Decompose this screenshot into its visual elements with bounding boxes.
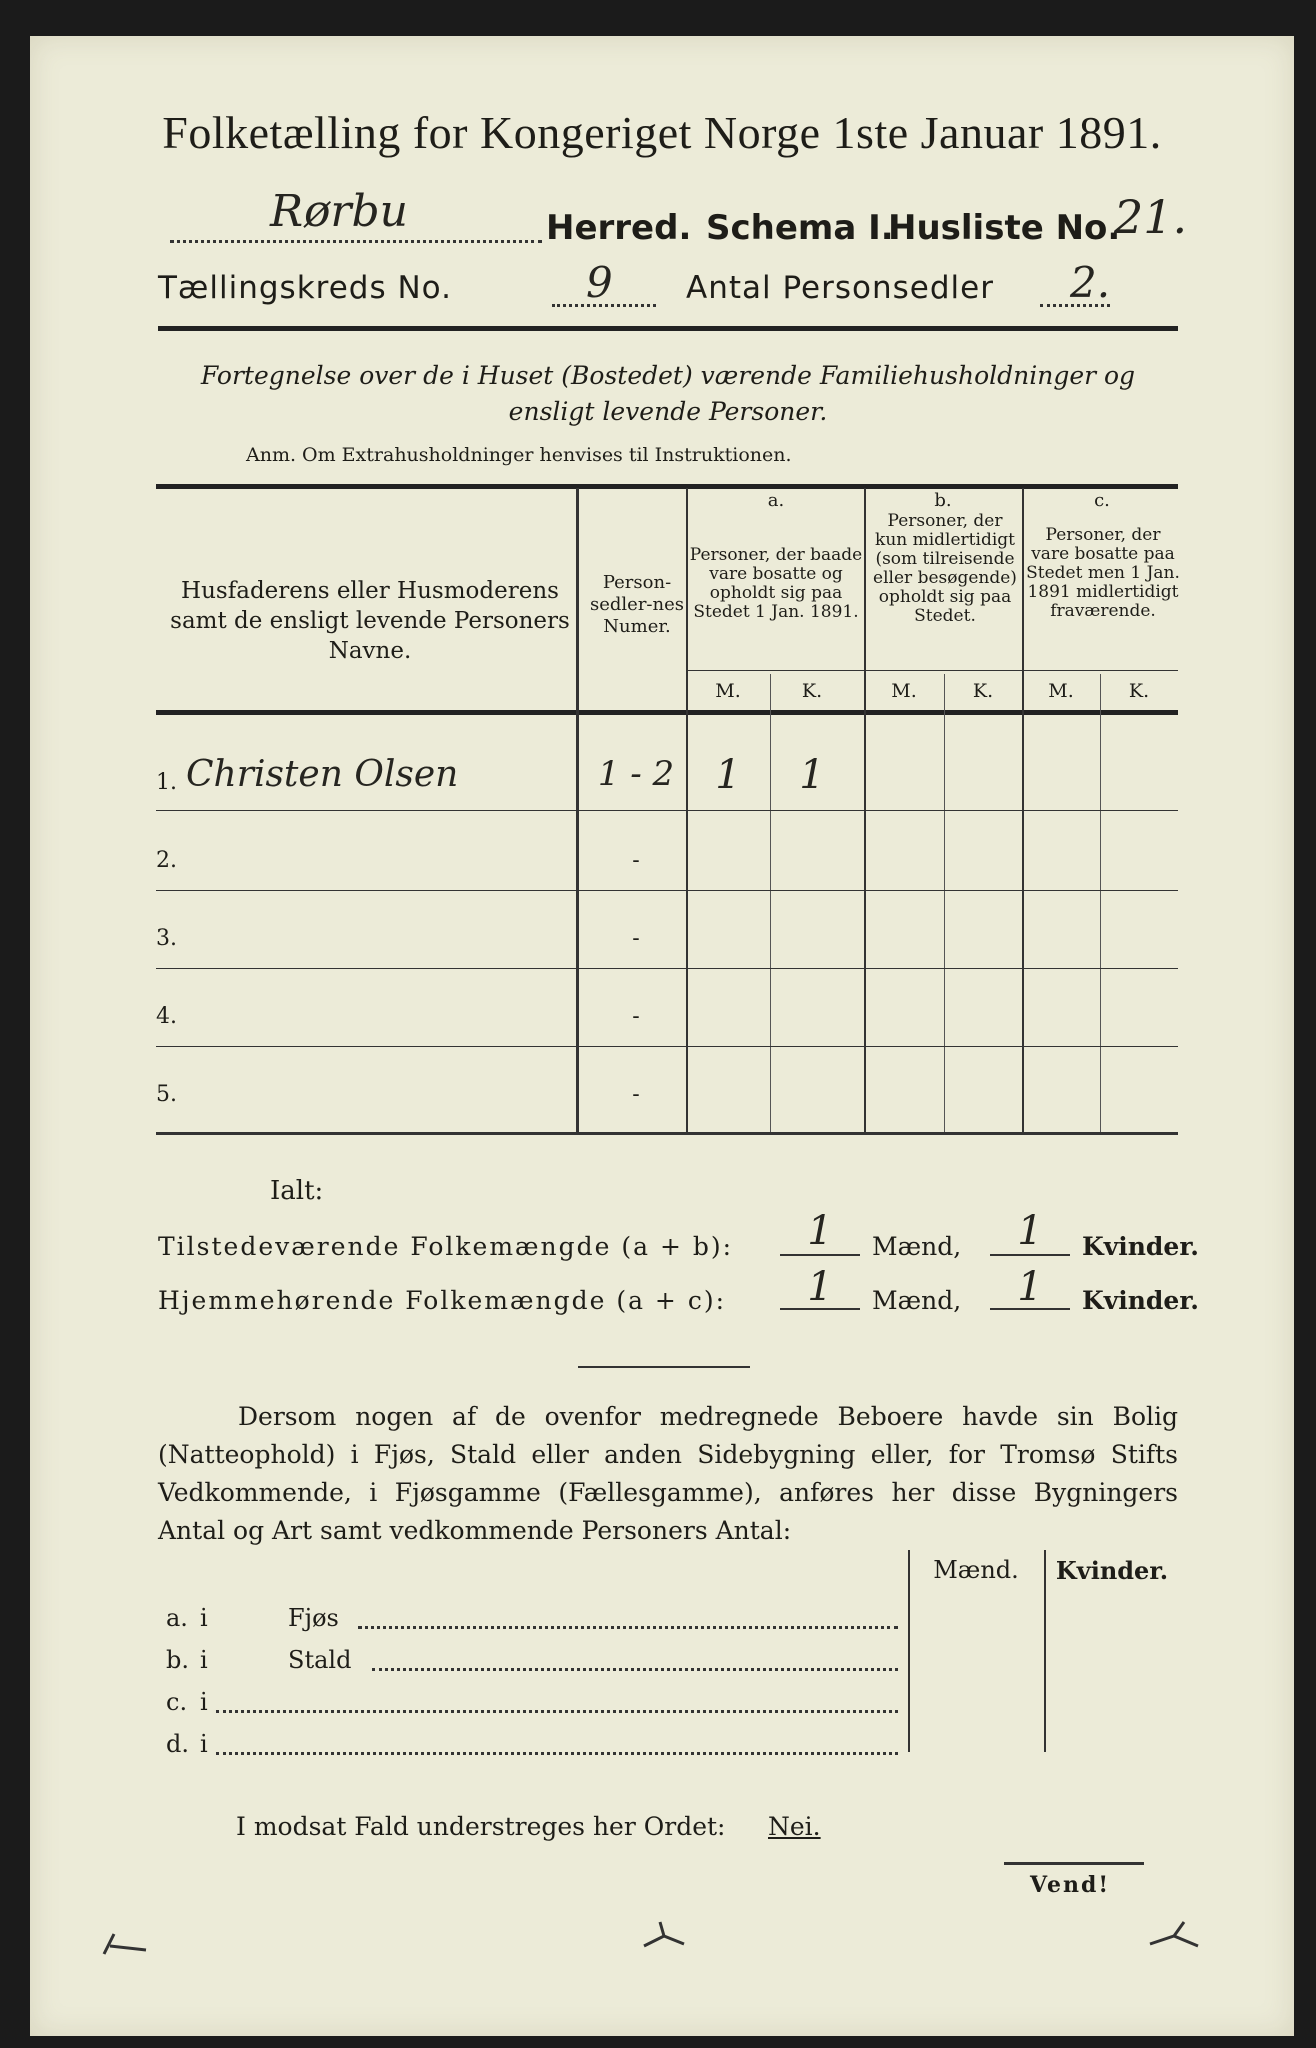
- col-divider: [576, 488, 579, 1134]
- corner-mark-icon: [96, 1924, 156, 1964]
- col-c-header: Personer, der vare bosatte paa Stedet men 1 Jan. 1891 midlertidigt fraværende.: [1026, 525, 1180, 621]
- bolig-item: [166, 1604, 906, 1634]
- row-number: 1.: [156, 770, 177, 795]
- herred-label: Herred.: [546, 208, 692, 248]
- col-subdivider: [1100, 674, 1101, 1134]
- kvinder-label: Kvinder.: [1082, 1286, 1199, 1315]
- dotted-leader: [216, 1742, 898, 1755]
- row-sedler-num: -: [632, 848, 640, 873]
- maend-label: Mænd,: [872, 1286, 962, 1315]
- bolig-item: [166, 1646, 906, 1676]
- form-title: Folketælling for Kongeriget Norge 1ste Januar 1891.: [162, 107, 1162, 158]
- bolig-item-letter: b.: [166, 1646, 189, 1674]
- row-rule: [156, 810, 1178, 811]
- antal-label: Antal Personsedler: [686, 270, 994, 306]
- schema-label: Schema I.: [706, 208, 894, 248]
- row-rule: [156, 1046, 1178, 1047]
- bolig-item-label: Fjøs: [288, 1604, 339, 1632]
- col-name-header: Husfaderens eller Husmoderens samt de ensligt levende Personers Navne.: [170, 578, 570, 664]
- bolig-item-i: i: [200, 1730, 208, 1758]
- col-num-header: Person-sedler-nes Numer.: [590, 572, 684, 637]
- bolig-item-letter: a.: [166, 1604, 188, 1632]
- bolig-item: [166, 1730, 906, 1760]
- hjemme-k-value: 1: [1017, 1264, 1043, 1310]
- row-number: 5.: [156, 1082, 177, 1107]
- row-rule: [156, 890, 1178, 891]
- row-sedler-num: -: [632, 926, 640, 951]
- blank-line: [990, 1254, 1070, 1256]
- row-sedler-num: 1 - 2: [597, 754, 675, 794]
- bolig-item-i: i: [200, 1646, 208, 1674]
- antal-value: 2.: [1070, 258, 1111, 307]
- anm-note: Anm. Om Extrahusholdninger henvises til Instruktionen.: [246, 444, 792, 466]
- herred-value: Rørbu: [270, 186, 408, 237]
- header-rule: [158, 326, 1178, 331]
- col-b-k: K.: [972, 680, 994, 702]
- bolig-maend-head: Mænd.: [933, 1556, 1019, 1584]
- modsat-text: I modsat Fald understreges her Ordet:: [236, 1812, 726, 1841]
- col-subdivider: [770, 674, 771, 1134]
- corner-mark-icon: [1144, 1916, 1204, 1956]
- bolig-item-i: i: [200, 1688, 208, 1716]
- col-b-letter: b.: [934, 490, 952, 511]
- col-divider: [864, 488, 866, 1134]
- vend-rule: [1004, 1862, 1144, 1865]
- row-a-m: 1: [715, 752, 741, 798]
- col-a-letter: a.: [767, 490, 785, 511]
- bolig-item-letter: c.: [166, 1688, 188, 1716]
- hjemme-label: Hjemmehørende Folkemængde (a + c):: [158, 1286, 726, 1315]
- tilstede-label: Tilstedeværende Folkemængde (a + b):: [158, 1232, 734, 1261]
- husliste-value: 21.: [1114, 190, 1188, 244]
- kvinder-label: Kvinder.: [1082, 1232, 1199, 1261]
- mk-rule: [686, 670, 1178, 671]
- col-a-header: Personer, der baade vare bosatte og opholdt sig paa Stedet 1 Jan. 1891.: [689, 545, 863, 622]
- nei-word: Nei.: [768, 1812, 821, 1841]
- col-c-letter: c.: [1094, 490, 1110, 511]
- row-name: Christen Olsen: [186, 754, 459, 795]
- row-number: 3.: [156, 926, 177, 951]
- maend-label: Mænd,: [872, 1232, 962, 1261]
- col-a-k: K.: [801, 680, 823, 702]
- tilstede-m-value: 1: [807, 1208, 833, 1254]
- intro-text: Fortegnelse over de i Huset (Bostedet) værende Familiehusholdninger og ensligt levende Personer.: [200, 361, 1136, 426]
- row-sedler-num: -: [632, 1004, 640, 1029]
- col-b-m: M.: [891, 680, 917, 702]
- col-divider: [686, 488, 688, 1134]
- bolig-item-label: Stald: [288, 1646, 352, 1674]
- bolig-item-i: i: [200, 1604, 208, 1632]
- dotted-leader: [372, 1658, 898, 1671]
- tilstede-k-value: 1: [1017, 1208, 1043, 1254]
- kreds-value: 9: [586, 258, 613, 307]
- table-header-rule: [156, 710, 1178, 715]
- bolig-paragraph: Dersom nogen af de ovenfor medregnede Beboere havde sin Bolig (Natteophold) i Fjøs, Stald eller anden Sidebygning eller, for Tromsø Stifts Vedkommende, i Fjøsgamme (Fællesgamme), anføres her disse Bygningers Antal og Art samt vedkommende Personers Antal:: [158, 1402, 1178, 1545]
- col-c-m: M.: [1048, 680, 1074, 702]
- col-divider: [1022, 488, 1024, 1134]
- dotted-leader: [358, 1616, 898, 1629]
- dotted-leader: [216, 1700, 898, 1713]
- row-number: 4.: [156, 1004, 177, 1029]
- table-top-rule: [156, 484, 1178, 489]
- col-a-m: M.: [715, 680, 741, 702]
- ialt-label: Ialt:: [270, 1176, 324, 1206]
- census-form-sheet: [30, 36, 1294, 2036]
- husliste-label: Husliste No.: [888, 208, 1121, 248]
- row-number: 2.: [156, 848, 177, 873]
- vend-text: Vend!: [1030, 1872, 1111, 1898]
- row-a-k: 1: [799, 752, 825, 798]
- row-rule: [156, 968, 1178, 969]
- table-bottom-rule: [156, 1132, 1178, 1135]
- kreds-label: Tællingskreds No.: [158, 270, 452, 306]
- col-c-k: K.: [1128, 680, 1150, 702]
- col-subdivider: [944, 674, 945, 1134]
- section-divider: [578, 1366, 750, 1368]
- bolig-kvinder-head: Kvinder.: [1055, 1556, 1169, 1585]
- row-sedler-num: -: [632, 1082, 640, 1107]
- blank-line: [780, 1254, 860, 1256]
- hjemme-m-value: 1: [807, 1264, 833, 1310]
- corner-mark-icon: [634, 1916, 694, 1956]
- col-b-header: Personer, der kun midlertidigt (som tilreisende eller besøgende) opholdt sig paa Stedet.: [873, 511, 1017, 626]
- bolig-item-letter: d.: [166, 1730, 189, 1758]
- bolig-item: [166, 1688, 906, 1718]
